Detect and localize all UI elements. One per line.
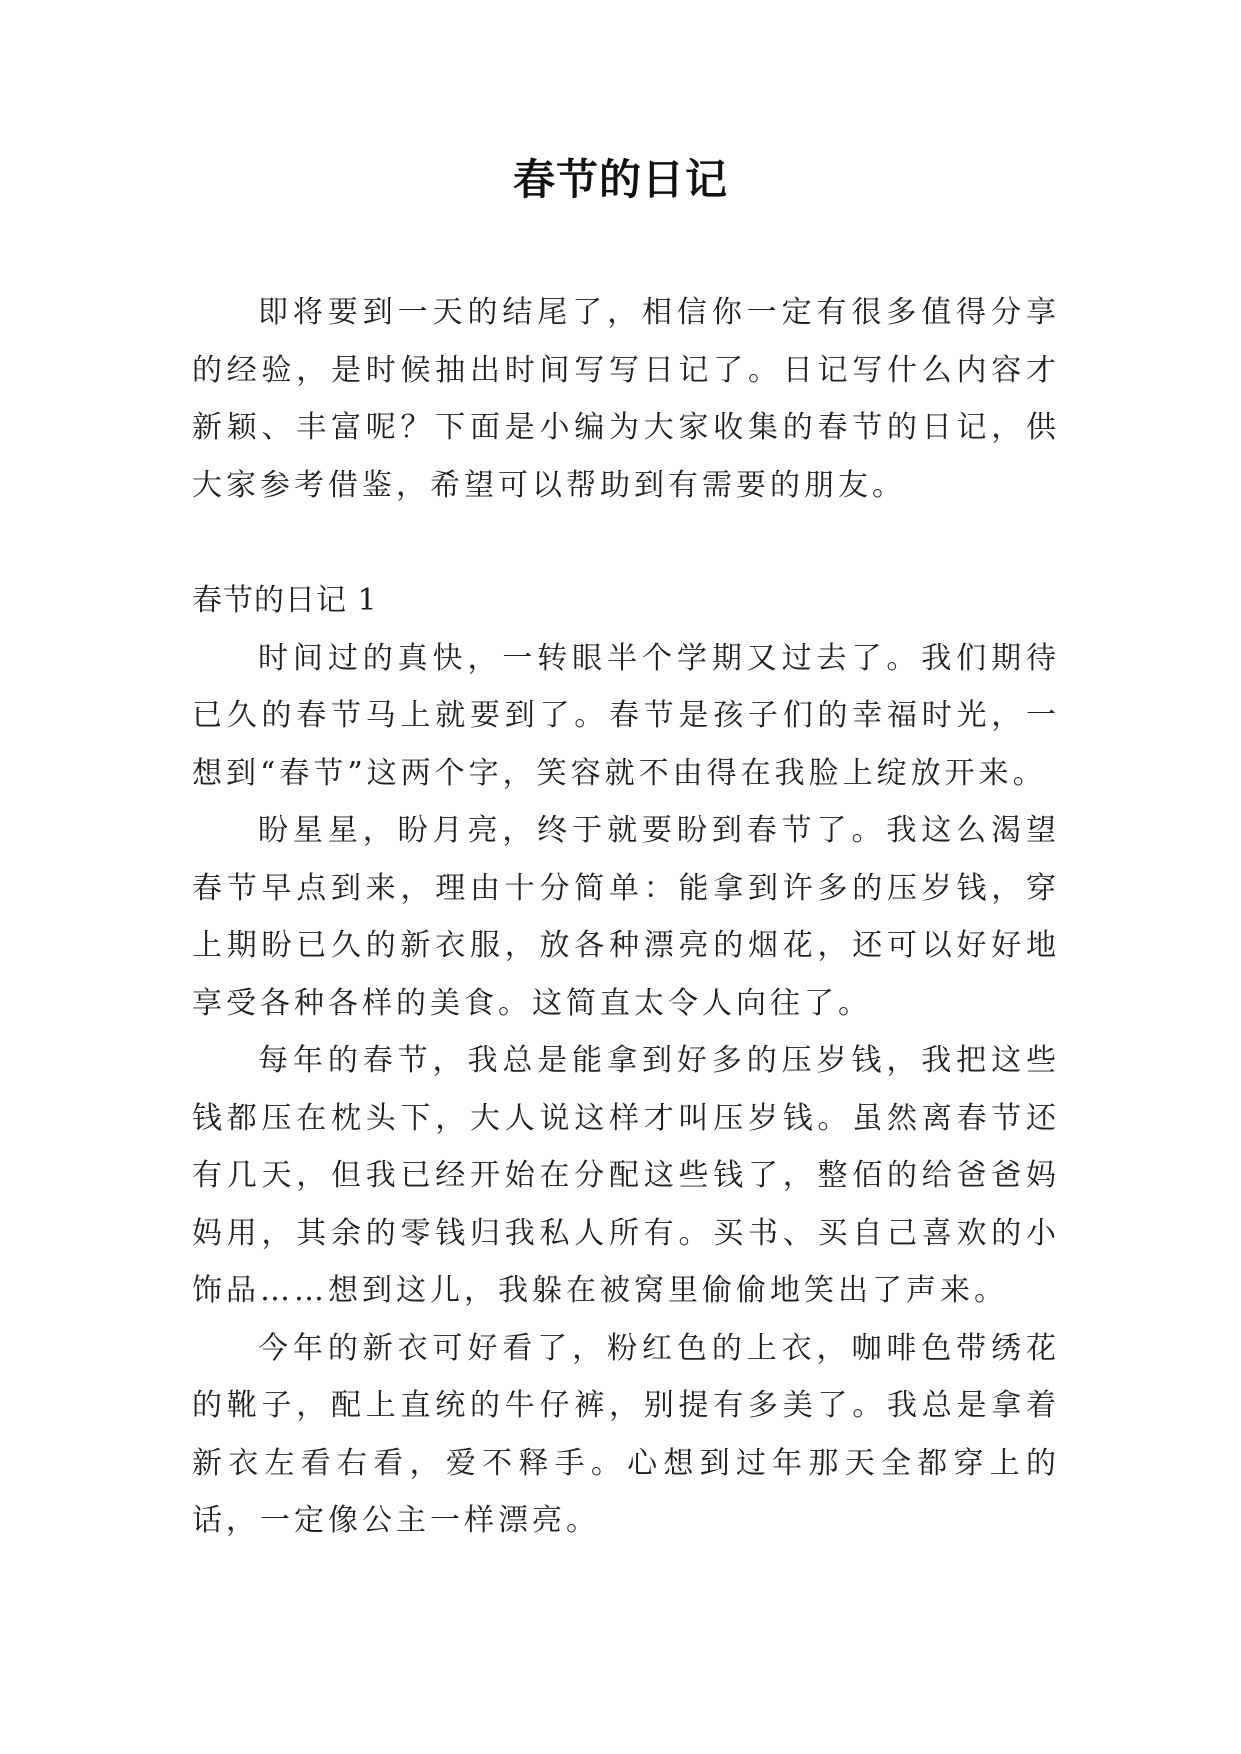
body-paragraph: 今年的新衣可好看了，粉红色的上衣，咖啡色带绣花的靴子，配上直统的牛仔裤，别提有多美了。我总是拿着新衣左看右看，爱不释手。心想到过年那天全都穿上的话，一定像公主一样漂亮。 bbox=[192, 1330, 1060, 1538]
body-paragraph: 每年的春节，我总是能拿到好多的压岁钱，我把这些钱都压在枕头下，大人说这样才叫压岁钱。虽然离春节还有几天，但我已经开始在分配这些钱了，整佰的给爸爸妈妈用，其余的零钱归我私人所有。买书、买自己喜欢的小饰品……想到这儿，我躲在被窝里偷偷地笑出了声来。 bbox=[192, 1043, 1060, 1308]
body-paragraph: 盼星星，盼月亮，终于就要盼到春节了。我这么渴望春节早点到来，理由十分简单：能拿到许多的压岁钱，穿上期盼已久的新衣服，放各种漂亮的烟花，还可以好好地享受各种各样的美食。这简直太令人向往了。 bbox=[192, 813, 1060, 1021]
document-title: 春节的日记 bbox=[512, 155, 728, 204]
intro-paragraph: 即将要到一天的结尾了，相信你一定有很多值得分享的经验，是时候抽出时间写写日记了。日记写什么内容才新颖、丰富呢？下面是小编为大家收集的春节的日记，供大家参考借鉴，希望可以帮助到有需要的朋友。 bbox=[192, 295, 1060, 503]
section-heading: 春节的日记 1 bbox=[192, 583, 378, 618]
document-body bbox=[192, 284, 1060, 1550]
body-paragraph: 时间过的真快，一转眼半个学期又过去了。我们期待已久的春节马上就要到了。春节是孩子们的幸福时光，一想到“春节”这两个字，笑容就不由得在我脸上绽放开来。 bbox=[192, 640, 1060, 791]
